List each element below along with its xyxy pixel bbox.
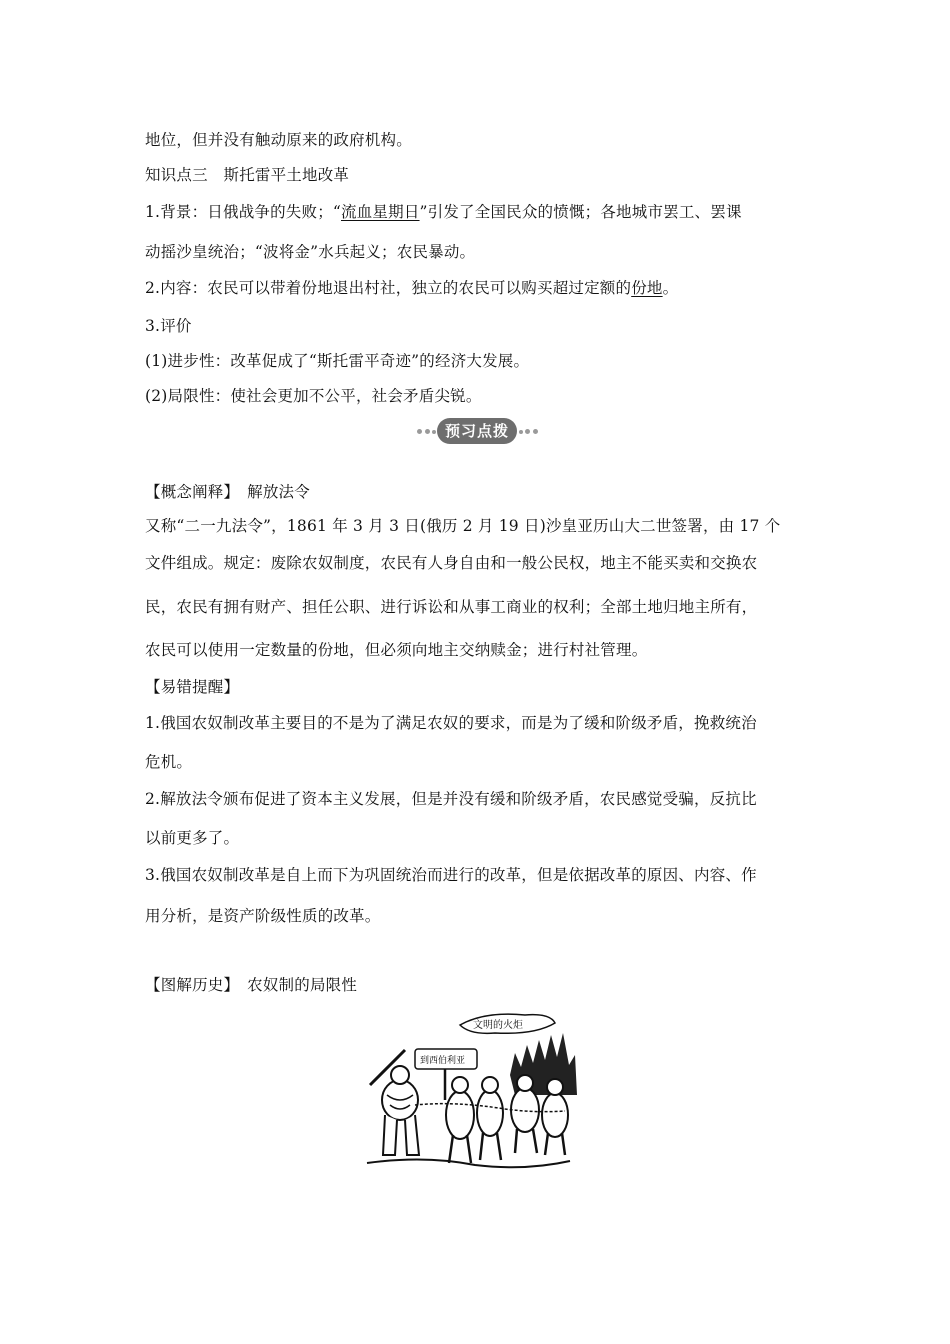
mistake-2-line-2: 以前更多了。 bbox=[145, 829, 240, 847]
allotment-term: 份地 bbox=[631, 279, 663, 297]
mistake-heading: 【易错提醒】 bbox=[145, 678, 240, 696]
prisoner-head-4 bbox=[547, 1079, 563, 1095]
evaluation-limitation: (2)局限性：使社会更加不公平，社会矛盾尖锐。 bbox=[145, 387, 482, 405]
concept-line-3: 民，农民有拥有财产、担任公职、进行诉讼和从事工商业的权利；全部土地归地主所有， bbox=[145, 598, 758, 616]
mistake-1-line-2: 危机。 bbox=[145, 753, 193, 771]
prisoner-legs-2 bbox=[480, 1133, 501, 1160]
banner-dot bbox=[417, 429, 422, 434]
content-line bbox=[145, 276, 815, 298]
preview-banner bbox=[415, 418, 539, 444]
bloody-sunday-term: 流血星期日 bbox=[341, 203, 420, 221]
content-text-a: 2.内容：农民可以带着份地退出村社，独立的农民可以购买超过定额的 bbox=[145, 279, 632, 297]
concept-line-4: 农民可以使用一定数量的份地，但必须向地主交纳赎金；进行村社管理。 bbox=[145, 641, 648, 659]
illustration-heading: 【图解历史】 农奴制的局限性 bbox=[145, 976, 358, 994]
concept-heading: 【概念阐释】 解放法令 bbox=[145, 483, 310, 501]
mistake-1-line-1: 1.俄国农奴制改革主要目的不是为了满足农奴的要求，而是为了缓和阶级矛盾，挽救统治 bbox=[145, 714, 757, 732]
banner-dot bbox=[519, 430, 523, 434]
officer-legs bbox=[383, 1115, 419, 1155]
concept-line-2: 文件组成。规定：废除农奴制度，农民有人身自由和一般公民权，地主不能买卖和交换农 bbox=[145, 554, 758, 572]
banner-dot bbox=[425, 429, 430, 434]
banner-label: 预习点拨 bbox=[437, 418, 517, 444]
mistake-3-line-1: 3.俄国农奴制改革是自上而下为巩固统治而进行的改革，但是依据改革的原因、内容、作 bbox=[145, 866, 757, 884]
evaluation-heading: 3.评价 bbox=[145, 317, 192, 335]
mistake-3-line-2: 用分析，是资产阶级性质的改革。 bbox=[145, 907, 381, 925]
background-text-b: ”引发了全国民众的愤慨；各地城市罢工、罢课 bbox=[419, 203, 742, 221]
prisoner-figure-2 bbox=[477, 1090, 503, 1136]
sign-text: 到西伯利亚 bbox=[420, 1056, 466, 1066]
evaluation-progress: (1)进步性：改革促成了“斯托雷平奇迹”的经济大发展。 bbox=[145, 352, 530, 370]
section-title-k3: 知识点三 斯托雷平土地改革 bbox=[145, 166, 350, 184]
serfdom-cartoon bbox=[365, 1005, 585, 1175]
prisoner-head-2 bbox=[482, 1077, 498, 1093]
banner-dot bbox=[525, 429, 530, 434]
ground-line bbox=[367, 1159, 570, 1167]
prisoner-figure-4 bbox=[542, 1093, 568, 1137]
background-line-2: 动摇沙皇统治；“波将金”水兵起义；农民暴动。 bbox=[145, 243, 476, 261]
background-text-a: 1.背景：日俄战争的失败；“ bbox=[145, 203, 342, 221]
prisoner-head-3 bbox=[517, 1075, 533, 1091]
background-line-1 bbox=[145, 200, 815, 222]
content-text-b: 。 bbox=[662, 279, 679, 297]
banner-dot bbox=[432, 430, 436, 434]
paragraph-continuation: 地位，但并没有触动原来的政府机构。 bbox=[145, 131, 412, 149]
mistake-2-line-1: 2.解放法令颁布促进了资本主义发展，但是并没有缓和阶级矛盾，农民感觉受骗，反抗比 bbox=[145, 790, 757, 808]
prisoner-figure-1 bbox=[446, 1091, 474, 1139]
officer-head bbox=[391, 1066, 409, 1084]
banner-dot bbox=[533, 429, 538, 434]
torch-caption: 文明的火炬 bbox=[473, 1020, 523, 1031]
prisoner-head-1 bbox=[452, 1077, 468, 1093]
concept-line-1: 又称“二一九法令”，1861 年 3 月 3 日(俄历 2 月 19 日)沙皇亚历山大二世签署，由 17 个 bbox=[145, 517, 781, 535]
